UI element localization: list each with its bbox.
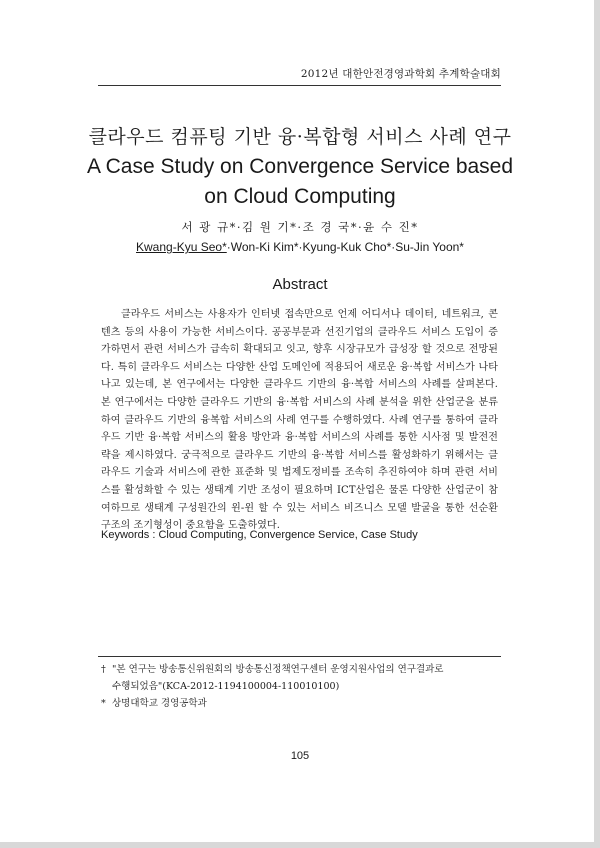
title-english-line1: A Case Study on Convergence Service based — [86, 155, 514, 178]
footnote-funding-line2: 수행되었음"(KCA-2012-1194100004-110010100) — [112, 681, 340, 692]
keywords-line: Keywords : Cloud Computing, Convergence Service, Case Study — [101, 529, 418, 541]
running-header: 2012년 대한안전경영과학회 추계학술대회 — [98, 66, 501, 86]
title-english — [0, 152, 600, 212]
abstract-heading: Abstract — [272, 276, 328, 293]
authors-english-rest: ·Won-Ki Kim*·Kyung-Kuk Cho*·Su-Jin Yoon* — [226, 240, 464, 254]
authors-english — [0, 240, 600, 254]
abstract-body: 클라우드 서비스는 사용자가 인터넷 접속만으로 언제 어디서나 데이터, 네트워크, 콘텐츠 등의 사용이 가능한 서비스이다. 공공부문과 선진기업의 클라우드 서비스 도입이 증가하면서 관련 서비스가 급속히 확대되고 잇고, 향후 시장규모가 급성장 할 것으로 전망된다. 특히 클라우드 서비스는 다양한 산업 도메인에 적용되어 새로운 융·복합 서비스가 나타나고 있는데, 본 연구에서는 다양한 클라우드 기반의 융·복합 서비스의 사례를 살펴본다. 본 연구에서는 다양한 클라우드 기반의 융·복합 서비스의 사례 분석을 위한 산업군을 분류하여 클라우드 기반의 융복합 서비스의 사례 연구를 수행하였다. 사례 연구를 통하여 클라우드 기반 융·복합 서비스의 활용 방안과 융·복합 서비스의 사례를 통한 시사점 및 발전전략을 제시하였다. 궁극적으로 클라우드 기반의 융·복합 서비스를 활성화하기 위해서는 클라우드 기술과 서비스에 관한 표준화 및 법제도정비를 조속히 추진하여야 하며 관련 서비스를 활성화할 수 있는 생태계 기반 조성이 필요하며 ICT산업은 물론 다양한 산업군이 참여하므로 생태계 구성원간의 윈-윈 할 수 있는 서비스 비즈니스 모델 발굴을 통한 선순환 구조의 조기형성이 중요함을 도출하였다. — [101, 309, 498, 532]
title-korean: 클라우드 컴퓨팅 기반 융·복합형 서비스 사례 연구 — [88, 126, 512, 148]
footnote-affiliation — [101, 695, 501, 712]
page-number: 105 — [290, 750, 310, 762]
footnote-affiliation-text: 상명대학교 경영공학과 — [112, 698, 207, 709]
footnotes — [101, 661, 501, 712]
footnote-funding — [101, 661, 501, 678]
footnote-asterisk-mark: * — [101, 698, 106, 709]
footnote-funding-line1: "본 연구는 방송통신위원회의 방송통신정책연구센터 운영지원사업의 연구결과로 — [112, 664, 444, 675]
footnote-dagger-mark: † — [101, 664, 106, 675]
author-first-underlined: Kwang-Kyu Seo* — [136, 240, 227, 254]
footnote-divider — [98, 656, 501, 657]
title-english-line2: on Cloud Computing — [204, 185, 396, 208]
authors-korean: 서 광 규*·김 원 기*·조 경 국*·윤 수 진* — [181, 220, 419, 234]
